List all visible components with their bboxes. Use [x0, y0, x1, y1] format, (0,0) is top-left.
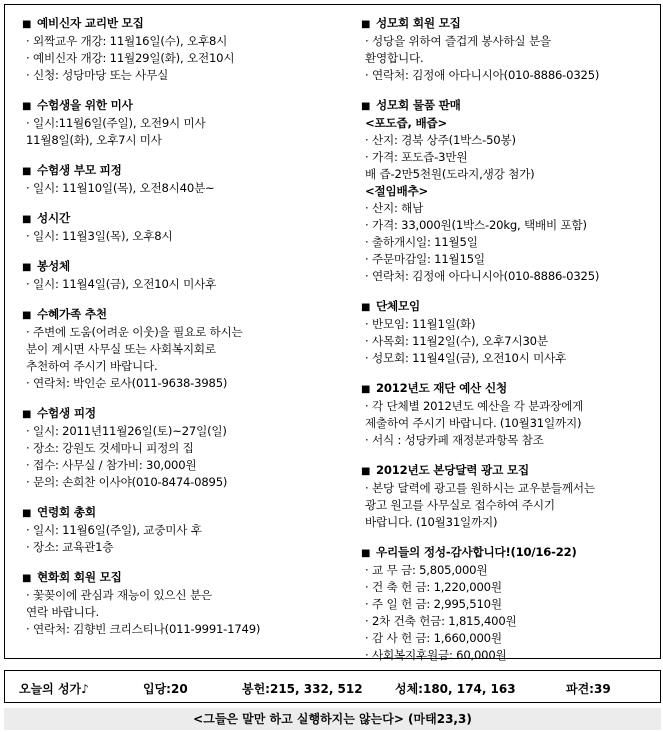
section-line: 환영합니다. — [365, 51, 424, 65]
section-line: · 건 축 헌 금: 1,220,000원 — [365, 580, 502, 594]
right-column — [361, 15, 657, 677]
section-title — [361, 462, 657, 480]
section-line: · 주 일 헌 금: 2,995,510원 — [365, 597, 502, 611]
section-title — [361, 97, 657, 115]
section-line: · 사목회: 11월2일(수), 오후7시30분 — [365, 334, 548, 348]
hymn-footer — [4, 670, 661, 703]
section-line: · 일시: 11월6일(주일), 교중미사 후 — [26, 523, 202, 537]
section-line: · 가격: 33,000원(1박스-20kg, 택배비 포함) — [365, 218, 587, 232]
notice-section — [22, 569, 342, 638]
section-line: 연락 바랍니다. — [26, 605, 99, 619]
section-line: · 일시: 2011년11월26일(토)~27일(일) — [26, 424, 227, 438]
section-title-text: 성모회 물품 판매 — [376, 98, 461, 112]
section-line: · 연락처: 김정애 아다니시아(010-8886-0325) — [365, 269, 600, 283]
section-line: · 성당을 위하여 즐겁게 봉사하실 분을 — [365, 34, 551, 48]
hymn-offertory: 봉헌:215, 332, 512 — [242, 682, 363, 696]
section-line: · 장소: 강원도 것세마니 피정의 집 — [26, 441, 194, 455]
section-line: · 일시: 11월10일(목), 오전8시40분~ — [26, 181, 215, 195]
section-line: · 반모임: 11월1일(화) — [365, 317, 476, 331]
section-line: · 각 단체별 2012년도 예산을 각 분과장에게 — [365, 399, 584, 413]
section-title — [22, 504, 342, 522]
notice-section — [361, 298, 657, 367]
section-line: 제출하여 주시기 바랍니다. (10월31일까지) — [365, 416, 582, 430]
section-line: · 주변에 도움(어려운 이웃)을 필요로 하시는 — [26, 325, 243, 339]
section-title — [22, 569, 342, 587]
notice-section — [22, 258, 342, 293]
square-bullet-icon: ■ — [22, 166, 32, 177]
section-line: · 산지: 해남 — [365, 201, 424, 215]
section-title — [22, 210, 342, 228]
notice-section — [22, 405, 342, 491]
section-line: 광고 원고를 사무실로 접수하여 주시기 — [365, 498, 555, 512]
square-bullet-icon: ■ — [22, 508, 32, 519]
section-line: · 산지: 경북 상주(1박스-50봉) — [365, 133, 516, 147]
section-line: · 가격: 포도즙-3만원 — [365, 150, 468, 164]
section-line: · 문의: 손희찬 이사야(010-8474-0895) — [26, 475, 228, 489]
section-title-text: 예비신자 교리반 모집 — [37, 16, 144, 30]
section-title — [22, 306, 342, 324]
square-bullet-icon: ■ — [22, 262, 32, 273]
square-bullet-icon: ■ — [361, 101, 371, 112]
section-title — [361, 544, 657, 562]
section-line: · 연락처: 김정애 아다니시아(010-8886-0325) — [365, 68, 600, 82]
square-bullet-icon: ■ — [22, 214, 32, 225]
notice-section — [361, 462, 657, 531]
section-title-text: 성시간 — [37, 211, 70, 225]
section-title-text: 수험생을 위한 미사 — [37, 98, 133, 112]
section-line: · 꽃꽂이에 관심과 재능이 있으신 분은 — [26, 588, 212, 602]
hymn-communion: 성체:180, 174, 163 — [395, 682, 516, 696]
section-line: 바랍니다. (10월31일까지) — [365, 515, 498, 529]
section-title — [361, 380, 657, 398]
section-title — [22, 162, 342, 180]
notice-section — [22, 210, 342, 245]
section-title-text: 봉성체 — [37, 259, 70, 273]
square-bullet-icon: ■ — [361, 19, 371, 30]
section-line: · 본당 달력에 광고를 원하시는 교우분들께서는 — [365, 481, 595, 495]
square-bullet-icon: ■ — [361, 302, 371, 313]
square-bullet-icon: ■ — [22, 310, 32, 321]
square-bullet-icon: ■ — [22, 409, 32, 420]
section-line: · 감 사 헌 금: 1,660,000원 — [365, 631, 502, 645]
section-line: · 접수: 사무실 / 참가비: 30,000원 — [26, 458, 197, 472]
section-title-text: 수혜가족 추천 — [37, 307, 107, 321]
section-line: · 2차 건축 헌금: 1,815,400원 — [365, 614, 517, 628]
square-bullet-icon: ■ — [22, 19, 32, 30]
section-line: · 일시: 11월3일(목), 오후8시 — [26, 229, 173, 243]
scripture-quote: <그들은 말만 하고 실행하지는 않는다> (마태23,3) — [4, 708, 661, 730]
section-title-text: 우리들의 정성-감사합니다!(10/16-22) — [376, 545, 577, 559]
grape-juice-label: <포도즙, 배즙> — [365, 116, 448, 130]
hymn-label: 오늘의 성가♪ — [19, 682, 89, 696]
section-title — [361, 15, 657, 33]
section-title-text: 2012년도 본당달력 광고 모집 — [376, 463, 529, 477]
section-title-text: 수험생 피정 — [37, 406, 96, 420]
notice-board — [4, 4, 661, 662]
section-title — [22, 405, 342, 423]
square-bullet-icon: ■ — [22, 573, 32, 584]
notice-section — [361, 15, 657, 84]
section-line: · 출하개시일: 11월5일 — [365, 235, 478, 249]
product-sale-section — [361, 97, 657, 285]
section-line: · 사회복지후원금: 60,000원 — [365, 648, 507, 662]
section-title-text: 현화회 회원 모집 — [37, 570, 122, 584]
section-title-text: 연령회 총회 — [37, 505, 96, 519]
section-line: · 주문마감일: 11월15일 — [365, 252, 485, 266]
section-line: · 장소: 교육관1층 — [26, 540, 114, 554]
section-line: · 외짝교우 개강: 11월16일(수), 오후8시 — [26, 34, 228, 48]
section-line: · 서식 : 성당카페 재정분과항목 참조 — [365, 433, 544, 447]
left-column — [22, 15, 342, 651]
section-line: 11월8일(화), 오후7시 미사 — [26, 133, 162, 147]
hymn-entrance: 입당:20 — [143, 682, 188, 696]
cabbage-label: <절임배추> — [365, 184, 429, 198]
notice-section — [22, 306, 342, 392]
section-title-text: 수험생 부모 피정 — [37, 163, 122, 177]
section-title-text: 단체모임 — [376, 299, 420, 313]
notice-section — [22, 15, 342, 84]
square-bullet-icon: ■ — [361, 466, 371, 477]
section-line: · 교 무 금: 5,805,000원 — [365, 563, 488, 577]
square-bullet-icon: ■ — [361, 384, 371, 395]
section-title-text: 성모회 회원 모집 — [376, 16, 461, 30]
section-line: · 예비신자 개강: 11월29일(화), 오전10시 — [26, 51, 235, 65]
section-line: · 연락처: 김향빈 크리스티나(011-9991-1749) — [26, 622, 261, 636]
section-line: 분이 계시면 사무실 또는 사회복지회로 — [26, 342, 216, 356]
section-title-text: 2012년도 재단 예산 신청 — [376, 381, 507, 395]
section-line: · 신청: 성당마당 또는 사무실 — [26, 68, 169, 82]
notice-section — [22, 504, 342, 556]
section-line: · 성모회: 11월4일(금), 오전10시 미사후 — [365, 351, 567, 365]
section-line: · 일시: 11월4일(금), 오전10시 미사후 — [26, 277, 217, 291]
section-line: 배 즙-2만5천원(도라지,생강 첨가) — [365, 167, 535, 181]
square-bullet-icon: ■ — [22, 101, 32, 112]
square-bullet-icon: ■ — [361, 548, 371, 559]
section-title — [22, 15, 342, 33]
section-line: · 일시:11월6일(주일), 오전9시 미사 — [26, 116, 206, 130]
section-title — [22, 258, 342, 276]
notice-section — [22, 162, 342, 197]
notice-section — [22, 97, 342, 149]
notice-section — [361, 544, 657, 664]
section-title — [361, 298, 657, 316]
section-line: 추천하여 주시기 바랍니다. — [26, 359, 158, 373]
notice-section — [361, 380, 657, 449]
section-title — [22, 97, 342, 115]
section-line: · 연락처: 박인순 로사(011-9638-3985) — [26, 376, 228, 390]
hymn-recessional: 파견:39 — [566, 682, 611, 696]
